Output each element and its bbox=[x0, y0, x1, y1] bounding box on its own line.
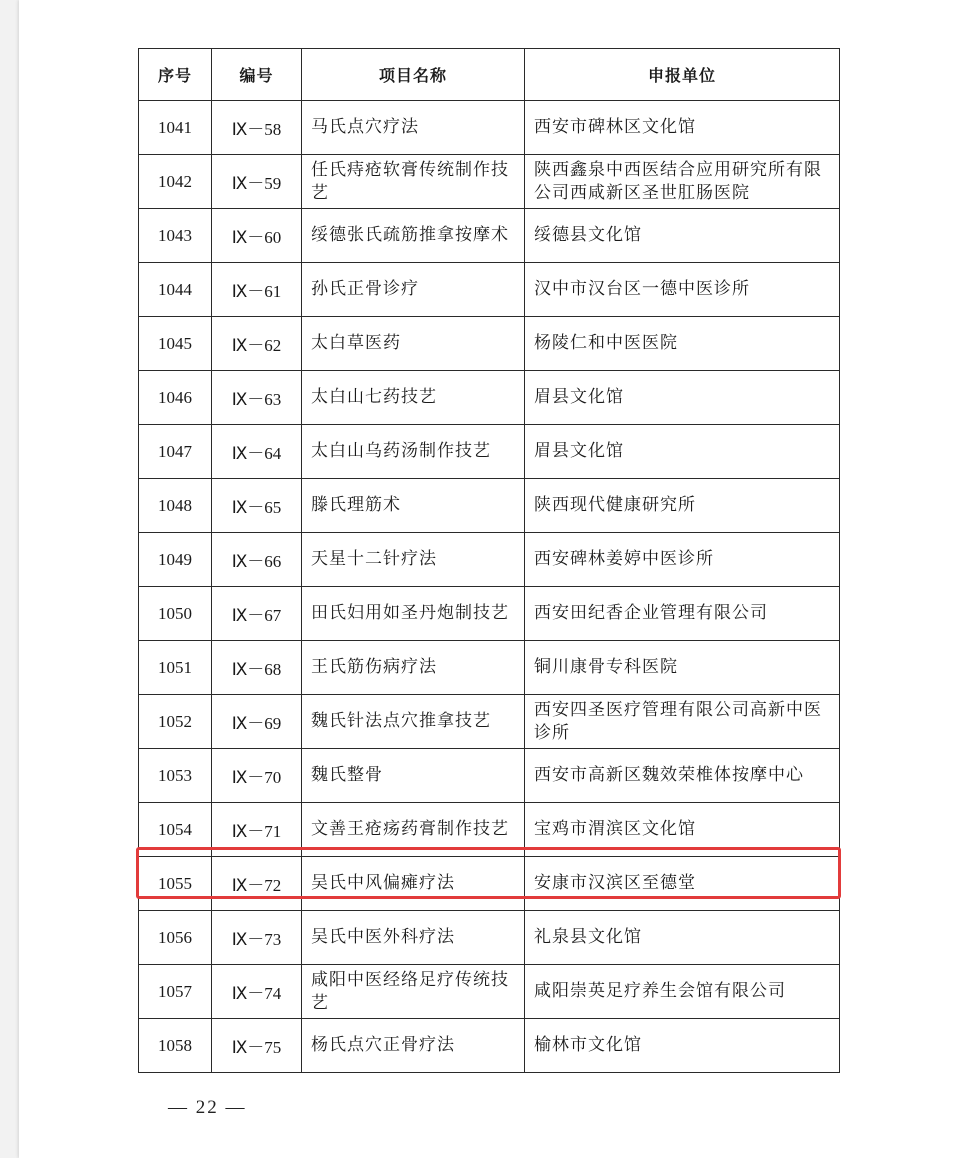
table-row bbox=[139, 425, 840, 479]
cell-code: Ⅸ－62 bbox=[212, 317, 302, 371]
cell-code: Ⅸ－59 bbox=[212, 155, 302, 209]
cell-applicant-unit: 绥德县文化馆 bbox=[525, 209, 840, 263]
cell-code: Ⅸ－61 bbox=[212, 263, 302, 317]
heritage-project-table bbox=[138, 48, 840, 1073]
table-row bbox=[139, 101, 840, 155]
cell-project-name: 孙氏正骨诊疗 bbox=[302, 263, 525, 317]
cell-project-name: 田氏妇用如圣丹炮制技艺 bbox=[302, 587, 525, 641]
cell-code: Ⅸ－58 bbox=[212, 101, 302, 155]
cell-code: Ⅸ－70 bbox=[212, 749, 302, 803]
header-applicant-unit: 申报单位 bbox=[525, 49, 840, 101]
cell-applicant-unit: 榆林市文化馆 bbox=[525, 1019, 840, 1073]
cell-project-name: 吴氏中风偏瘫疗法 bbox=[302, 857, 525, 911]
table-row bbox=[139, 803, 840, 857]
cell-applicant-unit: 礼泉县文化馆 bbox=[525, 911, 840, 965]
table-row bbox=[139, 533, 840, 587]
cell-code: Ⅸ－74 bbox=[212, 965, 302, 1019]
cell-applicant-unit: 杨陵仁和中医医院 bbox=[525, 317, 840, 371]
cell-code: Ⅸ－60 bbox=[212, 209, 302, 263]
cell-code: Ⅸ－68 bbox=[212, 641, 302, 695]
cell-project-name: 咸阳中医经络足疗传统技艺 bbox=[302, 965, 525, 1019]
cell-applicant-unit: 安康市汉滨区至德堂 bbox=[525, 857, 840, 911]
cell-project-name: 绥德张氏疏筋推拿按摩术 bbox=[302, 209, 525, 263]
cell-serial: 1058 bbox=[139, 1019, 212, 1073]
cell-serial: 1050 bbox=[139, 587, 212, 641]
cell-serial: 1051 bbox=[139, 641, 212, 695]
table-row bbox=[139, 587, 840, 641]
table-header-row bbox=[139, 49, 840, 101]
cell-project-name: 滕氏理筋术 bbox=[302, 479, 525, 533]
cell-applicant-unit: 陕西鑫泉中西医结合应用研究所有限公司西咸新区圣世肛肠医院 bbox=[525, 155, 840, 209]
cell-code: Ⅸ－66 bbox=[212, 533, 302, 587]
table-row bbox=[139, 1019, 840, 1073]
cell-project-name: 马氏点穴疗法 bbox=[302, 101, 525, 155]
cell-code: Ⅸ－72 bbox=[212, 857, 302, 911]
cell-project-name: 魏氏针法点穴推拿技艺 bbox=[302, 695, 525, 749]
cell-applicant-unit: 宝鸡市渭滨区文化馆 bbox=[525, 803, 840, 857]
cell-code: Ⅸ－69 bbox=[212, 695, 302, 749]
cell-project-name: 太白山乌药汤制作技艺 bbox=[302, 425, 525, 479]
cell-code: Ⅸ－67 bbox=[212, 587, 302, 641]
cell-code: Ⅸ－75 bbox=[212, 1019, 302, 1073]
table-row bbox=[139, 371, 840, 425]
cell-applicant-unit: 西安碑林姜婷中医诊所 bbox=[525, 533, 840, 587]
cell-project-name: 天星十二针疗法 bbox=[302, 533, 525, 587]
table-row bbox=[139, 641, 840, 695]
header-code: 编号 bbox=[212, 49, 302, 101]
cell-code: Ⅸ－64 bbox=[212, 425, 302, 479]
table-row bbox=[139, 263, 840, 317]
cell-project-name: 文善王疮疡药膏制作技艺 bbox=[302, 803, 525, 857]
cell-project-name: 吴氏中医外科疗法 bbox=[302, 911, 525, 965]
table-row bbox=[139, 155, 840, 209]
cell-serial: 1041 bbox=[139, 101, 212, 155]
table-row bbox=[139, 911, 840, 965]
cell-applicant-unit: 西安四圣医疗管理有限公司高新中医诊所 bbox=[525, 695, 840, 749]
cell-applicant-unit: 眉县文化馆 bbox=[525, 425, 840, 479]
cell-applicant-unit: 铜川康骨专科医院 bbox=[525, 641, 840, 695]
cell-serial: 1047 bbox=[139, 425, 212, 479]
cell-serial: 1054 bbox=[139, 803, 212, 857]
cell-serial: 1052 bbox=[139, 695, 212, 749]
table-row bbox=[139, 209, 840, 263]
table-row bbox=[139, 857, 840, 911]
table-row bbox=[139, 965, 840, 1019]
cell-project-name: 王氏筋伤病疗法 bbox=[302, 641, 525, 695]
header-project-name: 项目名称 bbox=[302, 49, 525, 101]
table-row bbox=[139, 317, 840, 371]
cell-serial: 1044 bbox=[139, 263, 212, 317]
cell-applicant-unit: 西安田纪香企业管理有限公司 bbox=[525, 587, 840, 641]
table-row bbox=[139, 749, 840, 803]
cell-serial: 1042 bbox=[139, 155, 212, 209]
cell-code: Ⅸ－63 bbox=[212, 371, 302, 425]
cell-code: Ⅸ－73 bbox=[212, 911, 302, 965]
table-row bbox=[139, 479, 840, 533]
cell-project-name: 杨氏点穴正骨疗法 bbox=[302, 1019, 525, 1073]
cell-project-name: 魏氏整骨 bbox=[302, 749, 525, 803]
table-row bbox=[139, 695, 840, 749]
cell-applicant-unit: 西安市高新区魏效荣椎体按摩中心 bbox=[525, 749, 840, 803]
page-number: — 22 — bbox=[168, 1097, 247, 1118]
cell-serial: 1055 bbox=[139, 857, 212, 911]
cell-applicant-unit: 西安市碑林区文化馆 bbox=[525, 101, 840, 155]
cell-serial: 1048 bbox=[139, 479, 212, 533]
cell-serial: 1057 bbox=[139, 965, 212, 1019]
cell-serial: 1045 bbox=[139, 317, 212, 371]
cell-applicant-unit: 陕西现代健康研究所 bbox=[525, 479, 840, 533]
cell-serial: 1056 bbox=[139, 911, 212, 965]
cell-project-name: 太白山七药技艺 bbox=[302, 371, 525, 425]
cell-applicant-unit: 咸阳崇英足疗养生会馆有限公司 bbox=[525, 965, 840, 1019]
cell-applicant-unit: 眉县文化馆 bbox=[525, 371, 840, 425]
cell-serial: 1049 bbox=[139, 533, 212, 587]
cell-serial: 1043 bbox=[139, 209, 212, 263]
cell-code: Ⅸ－71 bbox=[212, 803, 302, 857]
cell-serial: 1053 bbox=[139, 749, 212, 803]
cell-code: Ⅸ－65 bbox=[212, 479, 302, 533]
cell-project-name: 任氏痔疮软膏传统制作技艺 bbox=[302, 155, 525, 209]
cell-serial: 1046 bbox=[139, 371, 212, 425]
cell-project-name: 太白草医药 bbox=[302, 317, 525, 371]
header-serial: 序号 bbox=[139, 49, 212, 101]
cell-applicant-unit: 汉中市汉台区一德中医诊所 bbox=[525, 263, 840, 317]
